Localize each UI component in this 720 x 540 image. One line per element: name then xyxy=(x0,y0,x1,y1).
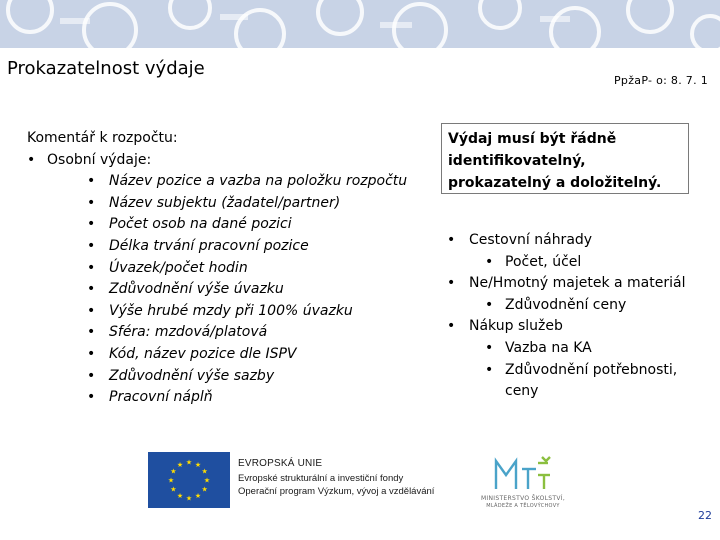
expense-type-list xyxy=(445,230,695,403)
star-icon: ★ xyxy=(194,492,202,501)
star-icon: ★ xyxy=(167,476,175,485)
msmt-line2: MLÁDEŽE A TĚLOVÝCHOVY xyxy=(486,503,560,509)
requirement-callout-box: Výdaj musí být řádně identifikovatelný, prokazatelný a doložitelný. xyxy=(441,123,689,194)
star-icon: ★ xyxy=(176,460,184,469)
eu-label: EVROPSKÁ UNIE xyxy=(238,458,323,469)
list-item: • Úvazek/počet hodin xyxy=(27,258,427,280)
budget-comment-heading: Komentář k rozpočtu: xyxy=(27,130,178,146)
list-item: • Délka trvání pracovní pozice xyxy=(27,236,427,258)
msmt-emblem-icon xyxy=(470,455,576,495)
star-icon: ★ xyxy=(194,460,202,469)
list-item: • Pracovní náplň xyxy=(27,387,427,409)
list-item: • Nákup služeb xyxy=(445,316,695,338)
list-item: • Ne/Hmotný majetek a materiál xyxy=(445,273,695,295)
personal-costs-bullet: • Osobní výdaje: xyxy=(27,150,427,172)
star-icon: ★ xyxy=(203,476,211,485)
star-icon: ★ xyxy=(170,485,177,494)
list-item: • Název subjektu (žadatel/partner) xyxy=(27,193,427,215)
list-item: • Vazba na KA xyxy=(445,338,695,360)
msmt-line1: MINISTERSTVO ŠKOLSTVÍ, xyxy=(480,495,566,502)
eu-flag-logo xyxy=(148,452,230,508)
list-item: • Zdůvodnění potřebnosti, ceny xyxy=(445,360,695,403)
slide-title: Prokazatelnost výdaje xyxy=(7,58,205,79)
list-item: • Zdůvodnění výše úvazku xyxy=(27,279,427,301)
msmt-logo xyxy=(470,455,576,511)
decorative-header-banner xyxy=(0,0,720,48)
page-number: 22 xyxy=(698,509,712,522)
op-label: Operační program Výzkum, vývoj a vzdělávání xyxy=(238,486,435,497)
star-icon: ★ xyxy=(185,494,193,503)
list-item: • Název pozice a vazba na položku rozpočtu xyxy=(27,171,427,193)
list-item: • Cestovní náhrady xyxy=(445,230,695,252)
list-item: • Počet osob na dané pozici xyxy=(27,214,427,236)
esif-label: Evropské strukturální a investiční fondy xyxy=(238,473,404,484)
star-icon: ★ xyxy=(170,467,177,476)
list-item: • Počet, účel xyxy=(445,252,695,274)
list-item: • Zdůvodnění ceny xyxy=(445,295,695,317)
star-icon: ★ xyxy=(201,485,208,494)
list-item: • Sféra: mzdová/platová xyxy=(27,322,427,344)
budget-comment-list xyxy=(27,128,427,409)
reference-code: PpžaP- o: 8. 7. 1 xyxy=(613,74,708,87)
list-item: • Zdůvodnění výše sazby xyxy=(27,366,427,388)
list-item: • Kód, název pozice dle ISPV xyxy=(27,344,427,366)
star-icon: ★ xyxy=(176,492,184,501)
star-icon: ★ xyxy=(185,458,193,467)
list-item: • Výše hrubé mzdy při 100% úvazku xyxy=(27,301,427,323)
star-icon: ★ xyxy=(201,467,208,476)
eu-funding-text xyxy=(238,458,434,498)
